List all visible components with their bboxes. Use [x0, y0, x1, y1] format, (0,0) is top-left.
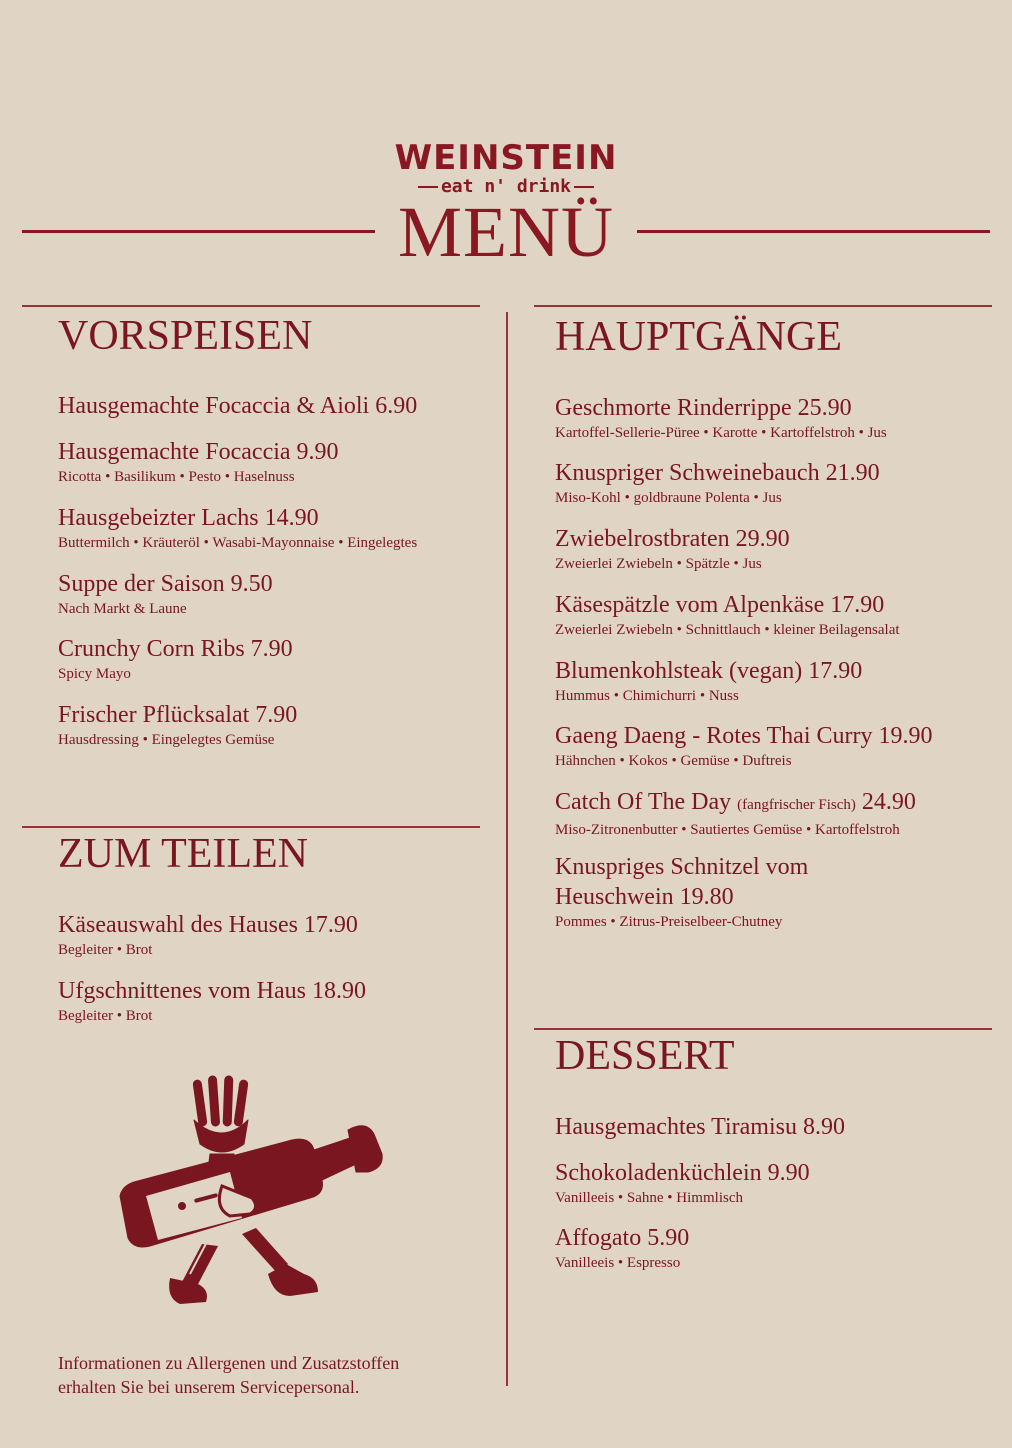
menu-item [58, 437, 339, 486]
section-title-vorspeisen: VORSPEISEN [58, 313, 313, 359]
menu-item [58, 910, 358, 959]
menu-item [58, 634, 293, 683]
menu-item-name: Käsespätzle vom Alpenkäse 17.90 [555, 592, 885, 618]
menu-item-name-main: Catch Of The Day [555, 789, 738, 815]
menu-item-description: Miso-Zitronenbutter • Sautiertes Gemüse • Kartoffelstroh [555, 822, 900, 838]
brand-logo: WEINSTEIN [394, 138, 618, 178]
menu-item [555, 524, 790, 573]
menu-item [555, 590, 900, 639]
menu-item [555, 1158, 810, 1207]
menu-item-price: 24.90 [855, 789, 916, 815]
menu-item [58, 700, 297, 749]
menu-item-name-note: (fangfrischer Fisch) [737, 797, 856, 813]
menu-item-description: Kartoffel-Sellerie-Püree • Karotte • Kartoffelstroh • Jus [555, 425, 887, 441]
allergen-info [58, 1351, 399, 1399]
menu-item-name: Suppe der Saison 9.50 [58, 571, 273, 597]
menu-item-name: Geschmorte Rinderrippe 25.90 [555, 395, 852, 421]
menu-item-name: Ufgschnittenes vom Haus 18.90 [58, 978, 366, 1004]
menu-item-description: Miso-Kohl • goldbraune Polenta • Jus [555, 490, 782, 506]
menu-item [555, 787, 916, 839]
menu-item-name: Hausgemachte Focaccia & Aioli 6.90 [58, 393, 418, 419]
menu-item-description: Zweierlei Zwiebeln • Schnittlauch • kleiner Beilagensalat [555, 622, 900, 638]
menu-item [58, 569, 273, 618]
menu-item-name: Crunchy Corn Ribs 7.90 [58, 636, 293, 662]
menu-item-description: Pommes • Zitrus-Preiselbeer-Chutney [555, 914, 783, 930]
section-rule-zum-teilen [22, 826, 480, 828]
section-rule-dessert [534, 1028, 992, 1030]
menu-item-description: Nach Markt & Laune [58, 601, 187, 617]
section-rule-vorspeisen [22, 305, 480, 307]
menu-item [58, 503, 417, 552]
menu-item [555, 656, 862, 705]
menu-item-description: Hummus • Chimichurri • Nuss [555, 688, 739, 704]
menu-item-name: Hausgebeizter Lachs 14.90 [58, 505, 319, 531]
menu-item-description: Ricotta • Basilikum • Pesto • Haselnuss [58, 469, 295, 485]
menu-item-name: Affogato 5.90 [555, 1225, 690, 1251]
menu-item-name: Hausgemachte Focaccia 9.90 [58, 439, 339, 465]
menu-item-name: Zwiebelrostbraten 29.90 [555, 526, 790, 552]
menu-item [58, 976, 366, 1025]
fork-wine-bottle-illustration [110, 1068, 400, 1318]
menu-item-name: Käseauswahl des Hauses 17.90 [58, 912, 358, 938]
menu-item-name: Schokoladenküchlein 9.90 [555, 1160, 810, 1186]
menu-item-name: Hausgemachtes Tiramisu 8.90 [555, 1114, 845, 1140]
menu-item [555, 852, 808, 931]
allergen-info-line-2: erhalten Sie bei unserem Servicepersonal. [58, 1377, 360, 1397]
menu-item-description: Hähnchen • Kokos • Gemüse • Duftreis [555, 753, 792, 769]
section-title-dessert: DESSERT [555, 1033, 735, 1079]
menu-item-description: Vanilleeis • Sahne • Himmlisch [555, 1190, 743, 1206]
menu-item-name-line-1: Knuspriges Schnitzel vom [555, 854, 809, 880]
menu-item [555, 1112, 845, 1142]
menu-item-name: Gaeng Daeng - Rotes Thai Curry 19.90 [555, 723, 933, 749]
menu-item-description: Spicy Mayo [58, 666, 131, 682]
menu-item [555, 393, 887, 442]
brand-tagline: eat n' drink [0, 176, 1012, 197]
menu-item [58, 391, 417, 421]
column-divider [506, 312, 508, 1386]
menu-item [555, 458, 880, 507]
menu-item-description: Buttermilch • Kräuteröl • Wasabi-Mayonnaise • Eingelegtes [58, 535, 418, 551]
menu-item-name-line-2: Heuschwein 19.80 [555, 884, 734, 910]
menu-item-description: Vanilleeis • Espresso [555, 1255, 681, 1271]
section-rule-hauptgaenge [534, 305, 992, 307]
menu-item-name: Blumenkohlsteak (vegan) 17.90 [555, 658, 863, 684]
menu-item-name [555, 787, 916, 820]
menu-item-description: Begleiter • Brot [58, 942, 153, 958]
menu-item-name: Knuspriger Schweinebauch 21.90 [555, 460, 880, 486]
menu-item-description: Begleiter • Brot [58, 1008, 153, 1024]
title-rule-right [637, 230, 990, 233]
menu-item-description: Zweierlei Zwiebeln • Spätzle • Jus [555, 556, 762, 572]
section-title-zum-teilen: ZUM TEILEN [58, 831, 309, 877]
menu-item-name: Frischer Pflücksalat 7.90 [58, 702, 298, 728]
menu-item [555, 721, 932, 770]
section-title-hauptgaenge: HAUPTGÄNGE [555, 314, 842, 360]
menu-title: MENÜ [398, 192, 614, 272]
menu-item [555, 1223, 689, 1272]
menu-item-description: Hausdressing • Eingelegtes Gemüse [58, 732, 275, 748]
allergen-info-line-1: Informationen zu Allergenen und Zusatzstoffen [58, 1353, 400, 1373]
